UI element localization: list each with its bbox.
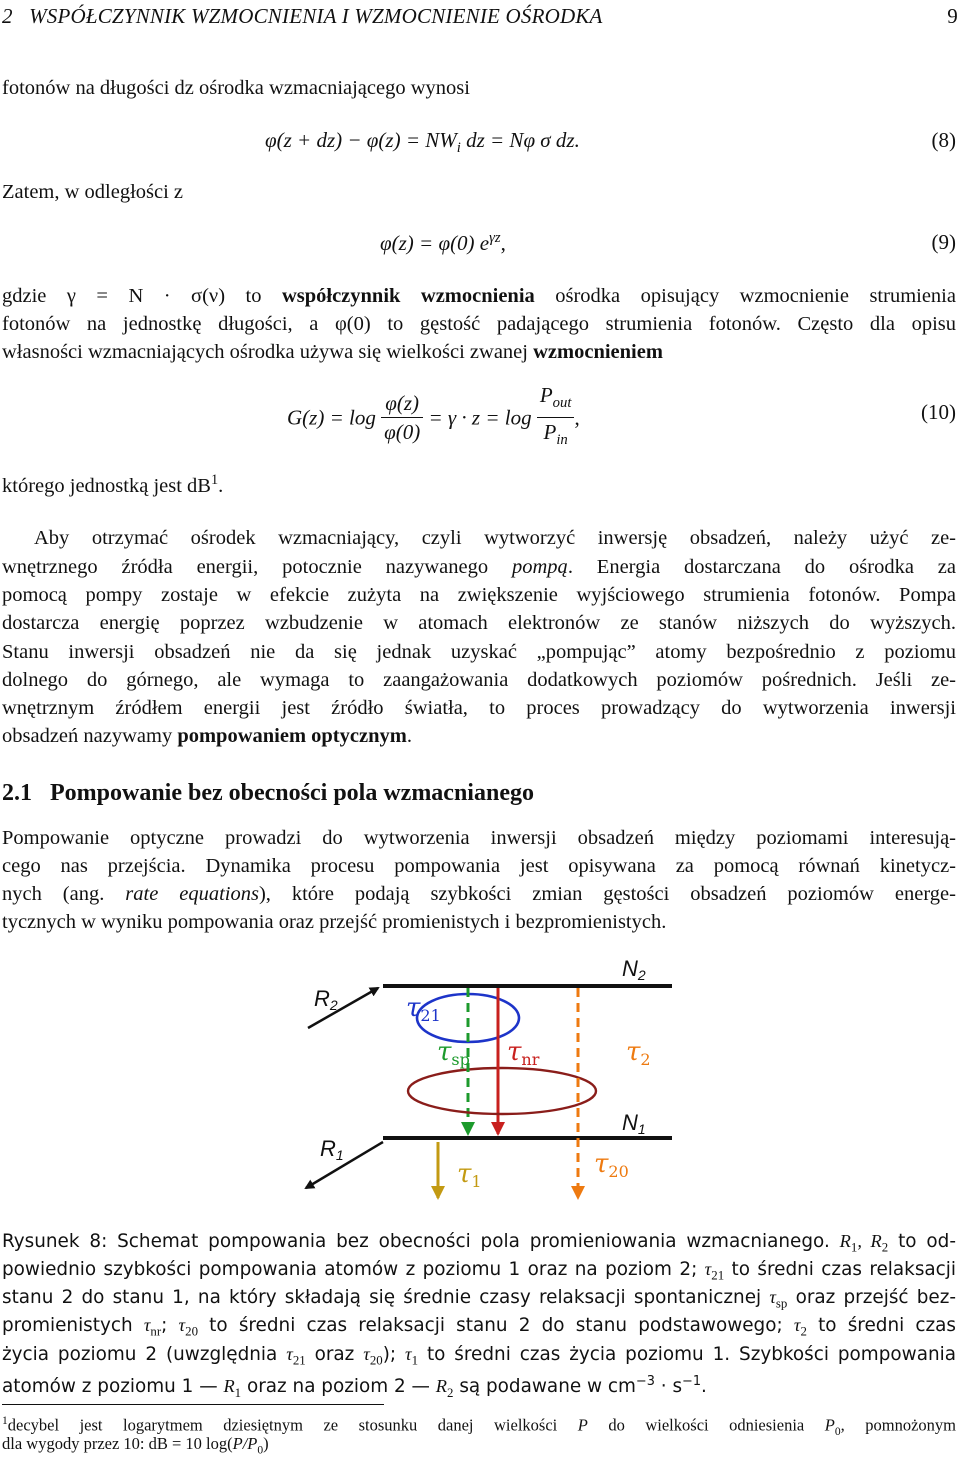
paragraph-pump-l1: Aby otrzymać ośrodek wzmacniający, czyli wytworzyć inwersję obsadzeń, należy użyć ze- — [34, 527, 956, 549]
text: Rysunek 8: Schemat pompowania bez obecności pola promieniowania wzmacnianego. — [2, 1231, 840, 1252]
denominator-sub: in — [556, 432, 568, 449]
math: τ — [793, 1315, 801, 1335]
term-bold: wzmocnieniem — [533, 341, 663, 363]
paragraph-optical-l3 — [2, 880, 956, 909]
paragraph-optical-l4: tycznych w wyniku pompowania oraz przejść promienistych i bezpromienistych. — [2, 911, 667, 933]
equation-mid: = γ · z = log — [428, 405, 532, 430]
text: . — [701, 1376, 707, 1398]
math: R — [435, 1376, 448, 1397]
pumping-diagram — [0, 950, 960, 1210]
numerator: P — [539, 383, 553, 407]
equation-sup: γz — [489, 230, 501, 246]
text: · s — [654, 1376, 683, 1398]
text: to średni czas — [806, 1315, 957, 1336]
math-sub: 2 — [881, 1240, 889, 1255]
text: są podawane w cm — [453, 1376, 636, 1398]
math: , R — [857, 1231, 882, 1251]
paragraph-pump-l2 — [2, 553, 956, 582]
paragraph-gain-l2: fotonów na jednostkę długości, a φ(0) to gęstość padającego strumienia fotonów. Często dla opisu — [2, 313, 956, 335]
text: , pomnożonym — [840, 1415, 956, 1435]
numerator-sub: out — [552, 395, 572, 412]
equation-number-10: (10) — [921, 400, 956, 424]
text: dla wygody przez 10: dB = 10 log( — [2, 1434, 233, 1453]
denominator: P — [543, 420, 557, 445]
text: decybel jest logarytmem dziesiętnym ze stosunku danej wielkości — [7, 1415, 578, 1435]
math-sub: 21 — [292, 1353, 306, 1368]
paragraph-optical-l2: cego nas przejścia. Dynamika procesu pompowania jest opisywana za pomocą równań kinetycz- — [2, 855, 956, 877]
equation-lhs: φ(z) = φ(0) e — [380, 231, 490, 255]
text: którego jednostką jest dB — [2, 474, 211, 497]
math-sub: 20 — [369, 1353, 383, 1368]
paragraph-pump-l3: pomocą pompy zostaje w efekcie zużyta na zwiększenie wyjściowego strumienia fotonów. Pompa — [2, 584, 956, 606]
text: wnętrznego źródła energii, potocznie nazywanego — [2, 556, 512, 578]
label-tau1: τ1 — [457, 1159, 482, 1191]
text: ); — [382, 1344, 405, 1365]
text: . — [218, 474, 224, 497]
math: P — [824, 1415, 835, 1435]
section-title: Pompowanie bez obecności pola wzmacnianego — [50, 780, 534, 806]
math: P — [577, 1415, 588, 1435]
text: oraz na poziom 2 — — [241, 1376, 436, 1398]
text: stanu 2 do stanu 1, na który składają się średnie czasy relaksacji spontanicznej — [2, 1287, 770, 1308]
paragraph-pump-l8 — [2, 722, 412, 751]
caption-l6 — [2, 1368, 707, 1407]
section-heading — [2, 780, 534, 807]
chapter-number: 2 — [2, 4, 13, 28]
text: atomów z poziomu 1 — — [2, 1376, 224, 1398]
equation-tail: , — [574, 405, 580, 430]
paragraph-pump-l5: Stanu inwersji obsadzeń nie da się jednak uzyskać „pompując” atomy bezpośrednio z poziomu — [2, 641, 956, 663]
paragraph-unit — [2, 466, 223, 500]
text: . — [406, 725, 412, 747]
label-n1: N1 — [622, 1110, 646, 1137]
math: τ — [769, 1287, 776, 1307]
math: τ — [143, 1315, 151, 1335]
math-sub: 0 — [257, 1444, 264, 1457]
equation-number-9: (9) — [931, 230, 956, 254]
pump-r1-arrow — [306, 1142, 383, 1188]
equation-8 — [265, 128, 580, 157]
math: R — [223, 1376, 235, 1397]
equation-number-8: (8) — [931, 128, 956, 152]
text: ; — [161, 1315, 179, 1336]
term-italic: pompą — [512, 556, 568, 578]
math: τ — [178, 1315, 186, 1335]
equation-10 — [287, 382, 580, 453]
footnote-rule — [2, 1404, 384, 1405]
term-italic: rate equations — [125, 883, 259, 905]
math: R — [839, 1231, 851, 1251]
denominator: φ(0) — [384, 420, 421, 445]
math-sub: 1 — [411, 1353, 419, 1368]
tau2-ring-back — [408, 1068, 596, 1091]
label-r1: R1 — [320, 1136, 344, 1163]
math-sub: 2 — [800, 1324, 807, 1339]
tau2-ring-front — [408, 1091, 596, 1114]
text: to średni czas relaksacji stanu 2 do stanu podstawowego; — [198, 1315, 794, 1336]
paragraph-gain-l3 — [2, 338, 663, 367]
paragraph-pump-l7: wnętrznym źródłem energii jest źródło światła, to proces prowadzący do wytworzenia inwersji — [2, 697, 956, 719]
equation-lhs: G(z) = log — [287, 405, 376, 430]
page-number: 9 — [947, 4, 958, 28]
running-header — [2, 4, 958, 29]
text: obsadzeń nazywamy — [2, 725, 178, 747]
label-tau20: τ20 — [594, 1149, 629, 1181]
text: to średni czas życia poziomu 1. Szybkości pompowania — [418, 1344, 956, 1365]
label-tau-nr: τnr — [507, 1037, 540, 1069]
label-tau2: τ2 — [626, 1037, 651, 1069]
text: własności wzmacniających ośrodka używa się wielkości zwanej — [2, 341, 534, 363]
math: τ — [405, 1344, 412, 1364]
equation-sub: i — [456, 140, 461, 157]
math: τ — [704, 1259, 712, 1279]
text: . Energia dostarczana do ośrodka za — [567, 556, 956, 578]
section-number: 2.1 — [2, 780, 32, 806]
math-sub: 1 — [850, 1240, 858, 1255]
term-bold: pompowaniem optycznym — [177, 725, 407, 747]
text: gdzie γ = N · σ(ν) to — [2, 285, 282, 307]
equation-rhs: dz = Nφ σ dz. — [460, 128, 580, 152]
math-sup: −1 — [682, 1374, 702, 1389]
math: P/P — [232, 1434, 258, 1453]
math-sub: 21 — [711, 1268, 725, 1283]
paragraph-intro — [2, 74, 470, 103]
math-sub: 2 — [447, 1385, 454, 1400]
text: to średni czas relaksacji — [724, 1259, 956, 1280]
paragraph-pump-l4: dostarcza energię poprzez wzbudzenie w atomach elektronów ze stanów niższych do wyższych. — [2, 612, 956, 634]
text: powiednio szybkości pompowania atomów z poziomu 1 oraz na poziom 2; — [2, 1259, 705, 1280]
equation-tail: , — [500, 231, 506, 255]
text: promienistych — [2, 1315, 144, 1336]
text: ośrodka opisujący wzmocnienie strumienia — [534, 285, 956, 307]
text: życia poziomu 2 (uwzględnia — [2, 1344, 287, 1365]
math-sub: nr — [150, 1324, 162, 1339]
label-n2: N2 — [622, 956, 646, 983]
term-bold: współczynnik wzmocnienia — [281, 285, 535, 307]
text: oraz — [305, 1344, 364, 1365]
fraction-phi — [381, 390, 423, 445]
text: ), które podają szybkości zmian gęstości obsadzeń poziomów energe- — [258, 883, 956, 905]
paragraph-gain-l1 — [2, 282, 956, 311]
paragraph-optical-l1: Pompowanie optyczne prowadzi do wytworzenia inwersji obsadzeń między poziomami interesują- — [2, 827, 956, 849]
label-tau-sp: τsp — [437, 1037, 470, 1069]
numerator: φ(z) — [381, 390, 423, 418]
equation-9 — [380, 230, 506, 256]
paragraph-text: fotonów na długości dz ośrodka wzmacniającego wynosi — [2, 77, 470, 99]
label-r2: R2 — [314, 986, 338, 1013]
math-sub: sp — [775, 1296, 788, 1311]
math-sub: 0 — [834, 1425, 841, 1438]
fraction-power — [537, 382, 575, 453]
math-sub: 1 — [234, 1385, 242, 1400]
text: nych (ang. — [2, 883, 126, 905]
math-sub: 20 — [185, 1324, 198, 1339]
paragraph-pump-l6: dolnego do górnego, ale wymaga to zaangażowania dodatkowych poziomów pośrednich. Jeśli ze- — [2, 669, 956, 691]
chapter-title: WSPÓŁCZYNNIK WZMOCNIENIA I WZMOCNIENIE OŚRODKA — [29, 4, 603, 28]
label-tau21: τ21 — [406, 993, 441, 1025]
paragraph-distance: Zatem, w odległości z — [2, 181, 184, 203]
math: τ — [286, 1344, 293, 1364]
text: ) — [263, 1434, 269, 1453]
equation-lhs: φ(z + dz) − φ(z) = NW — [265, 128, 457, 152]
footnote-mark: 1 — [2, 1415, 8, 1427]
math: τ — [363, 1344, 370, 1364]
math-sup: −3 — [635, 1374, 655, 1389]
text: do wielkości odniesienia — [587, 1415, 825, 1435]
text: oraz przejść bez- — [787, 1287, 956, 1308]
text: to od- — [888, 1231, 956, 1252]
footnote-l2 — [2, 1433, 269, 1461]
footnote-ref: 1 — [210, 472, 219, 488]
